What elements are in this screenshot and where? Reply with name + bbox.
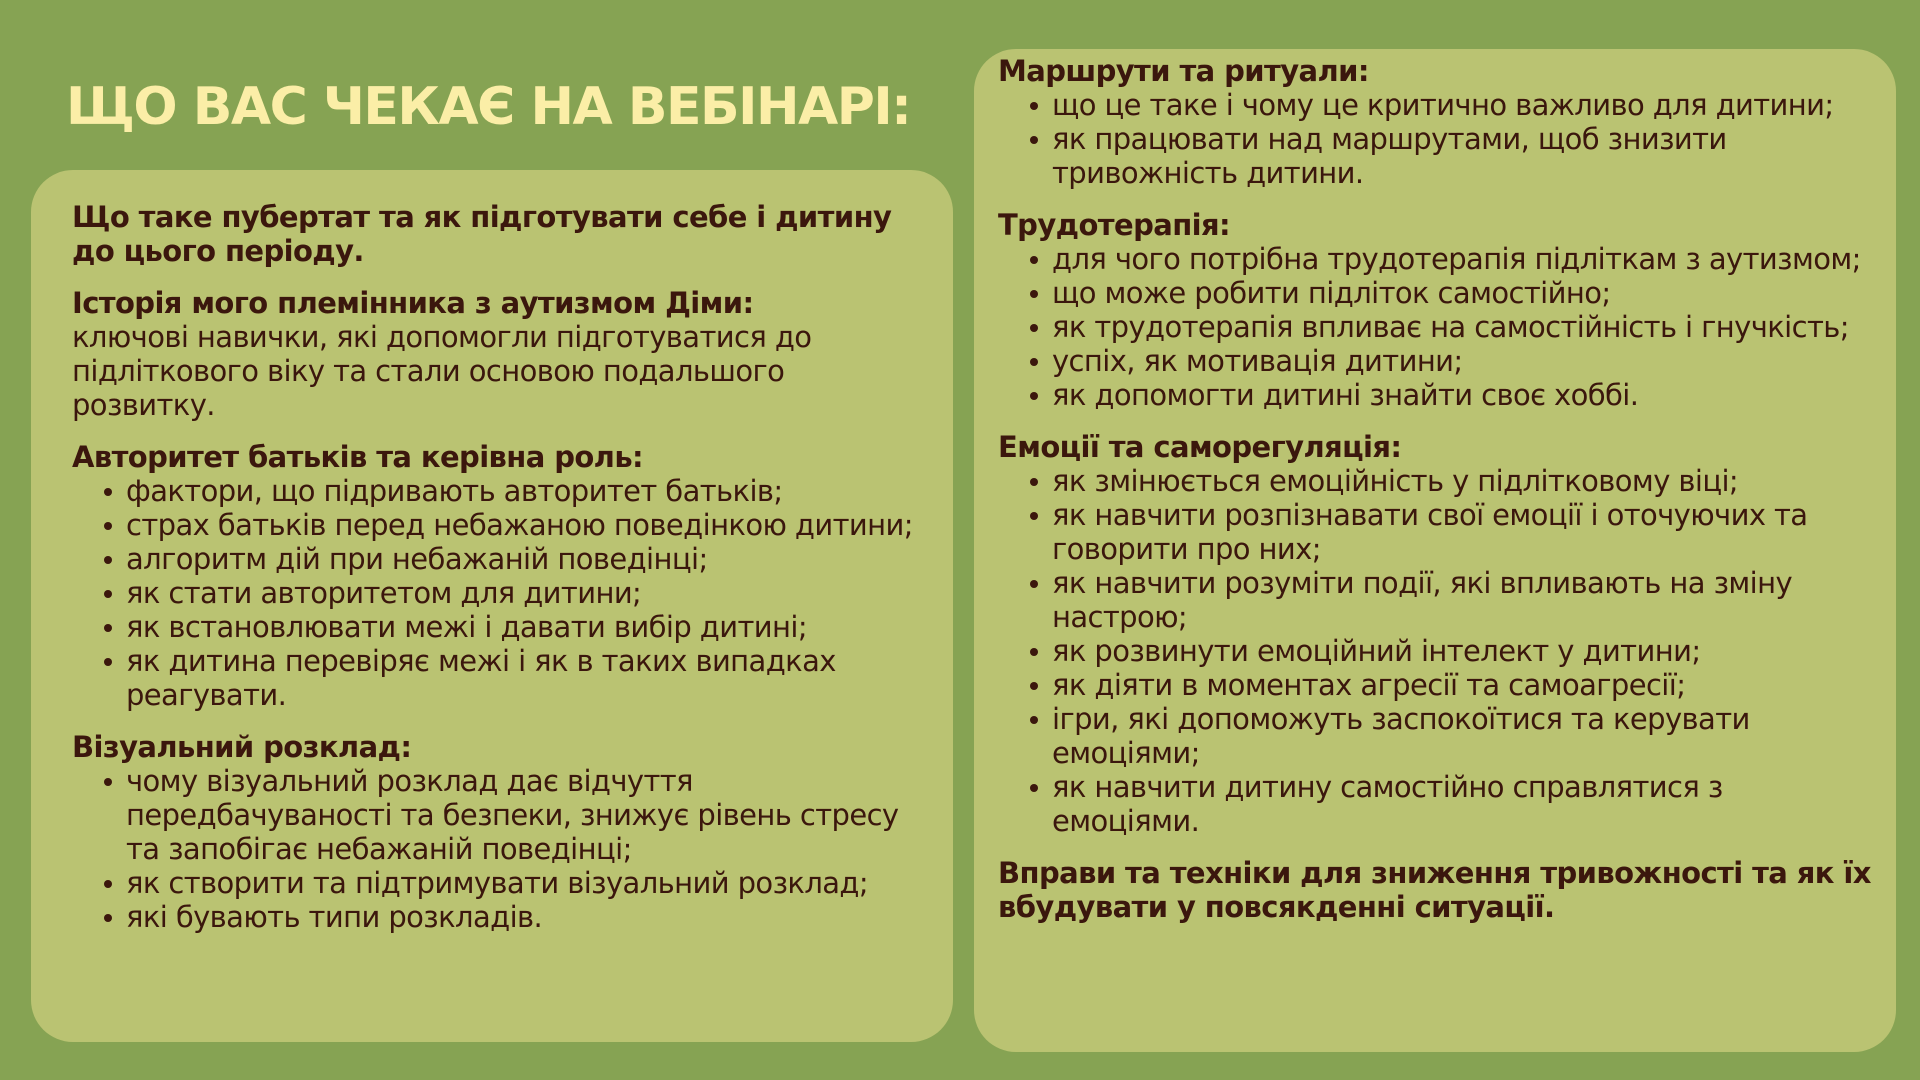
list-item: ігри, які допоможуть заспокоїтися та керувати емоціями; [1028,702,1872,770]
story-text: ключові навички, які допомогли підготуватися до підліткового віку та стали основою подальшого розвитку. [72,320,812,422]
emotions-heading: Емоції та саморегуляція: [998,430,1402,464]
list-item: як навчити розпізнавати свої емоції і оточуючих та говорити про них; [1028,498,1872,566]
schedule-heading: Візуальний розклад: [72,730,412,764]
list-item: як дитина перевіряє межі і як в таких випадках реагувати. [102,644,929,712]
emotions-section [998,430,1872,838]
exercises-section [998,856,1872,924]
routes-section [998,54,1872,190]
authority-heading: Авторитет батьків та керівна роль: [72,440,644,474]
list-item: успіх, як мотивація дитини; [1028,344,1872,378]
list-item: як встановлювати межі і давати вибір дитині; [102,610,929,644]
occupational-section [998,208,1872,412]
schedule-section [72,730,929,934]
list-item: чому візуальний розклад дає відчуття передбачуваності та безпеки, знижує рівень стресу та запобігає небажаній поведінці; [102,764,929,866]
list-item: як діяти в моментах агресії та самоагресії; [1028,668,1872,702]
list-item: як змінюється емоційність у підлітковому віці; [1028,464,1872,498]
occupational-list [998,242,1872,412]
authority-list [72,474,929,712]
schedule-list [72,764,929,934]
exercises-heading: Вправи та техніки для зниження тривожності та як їх вбудувати у повсякденні ситуації. [998,856,1871,924]
intro-heading: Що таке пубертат та як підготувати себе і дитину до цього періоду. [72,200,892,268]
routes-heading: Маршрути та ритуали: [998,54,1369,88]
list-item: як працювати над маршрутами, щоб знизити тривожність дитини. [1028,122,1872,190]
authority-section [72,440,929,712]
list-item: для чого потрібна трудотерапія підліткам з аутизмом; [1028,242,1872,276]
list-item: як створити та підтримувати візуальний розклад; [102,866,929,900]
left-content-card [31,170,953,1042]
list-item: фактори, що підривають авторитет батьків; [102,474,929,508]
list-item: як навчити дитину самостійно справлятися з емоціями. [1028,770,1872,838]
intro-section [72,200,929,268]
list-item: як допомогти дитині знайти своє хоббі. [1028,378,1872,412]
list-item: як навчити розуміти події, які впливають на зміну настрою; [1028,566,1872,634]
routes-list [998,88,1872,190]
list-item: як трудотерапія впливає на самостійність і гнучкість; [1028,310,1872,344]
list-item: що це таке і чому це критично важливо для дитини; [1028,88,1872,122]
list-item: алгоритм дій при небажаній поведінці; [102,542,929,576]
emotions-list [998,464,1872,838]
list-item: як розвинути емоційний інтелект у дитини; [1028,634,1872,668]
right-content-card [974,49,1896,1052]
story-heading: Історія мого племінника з аутизмом Діми: [72,286,754,320]
list-item: страх батьків перед небажаною поведінкою дитини; [102,508,929,542]
page-title: ЩО ВАС ЧЕКАЄ НА ВЕБІНАРІ: [66,77,911,137]
list-item: як стати авторитетом для дитини; [102,576,929,610]
list-item: які бувають типи розкладів. [102,900,929,934]
occupational-heading: Трудотерапія: [998,208,1230,242]
list-item: що може робити підліток самостійно; [1028,276,1872,310]
story-section [72,286,929,422]
